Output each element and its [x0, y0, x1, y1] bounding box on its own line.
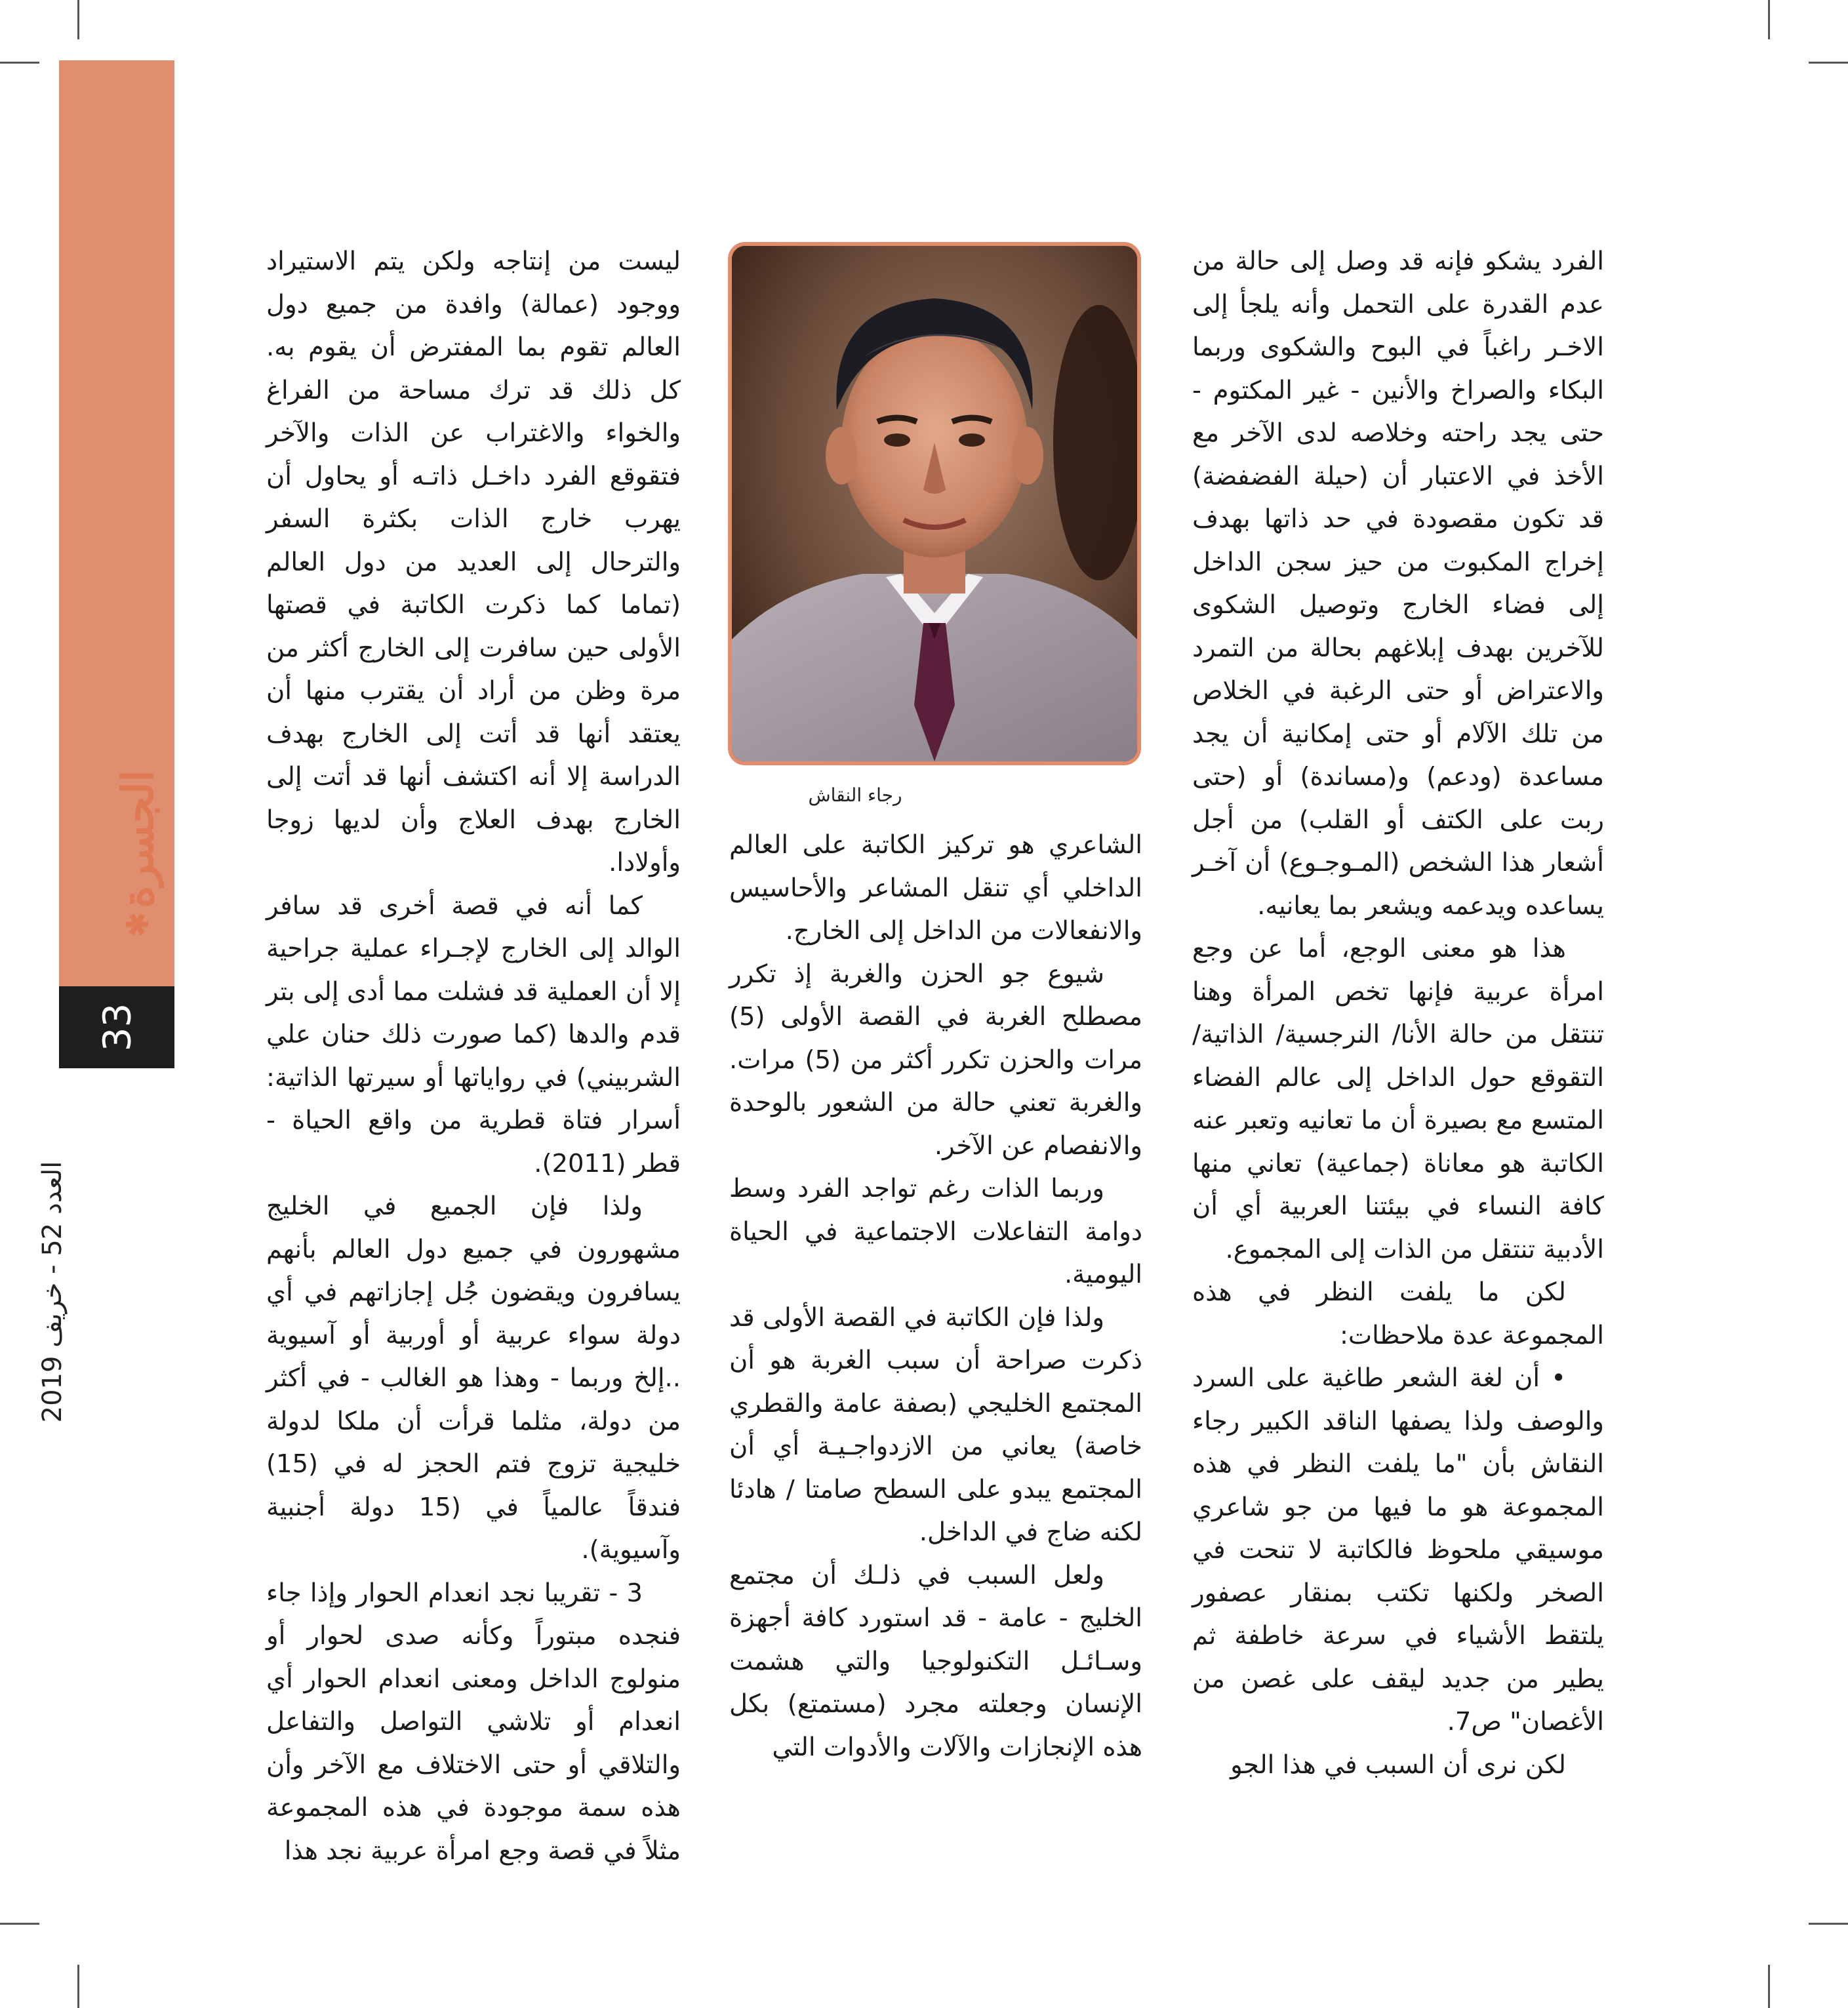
star-icon: ✱: [121, 912, 155, 936]
crop-mark: [0, 1923, 39, 1925]
crop-mark: [77, 1965, 79, 2008]
text-column-middle: [729, 824, 1142, 1769]
paragraph: الشاعري هو تركيز الكاتبة على العالم الداخلي أي تنقل المشاعر والأحاسيس والانفعالات من الداخل إلى الخارج.: [729, 830, 1142, 946]
photo-caption: رجاء النقاش: [808, 784, 902, 806]
paragraph: ليست من إنتاجه ولكن يتم الاستيراد ووجود (عمالة) وافدة من جميع دول العالم تقوم بما المفترض أن يقوم به. كل ذلك قد ترك مساحة من الفراغ والخواء والاغتراب عن الذات والآخر فتقوقع الفرد داخـل ذاتـه أو يحاول أن يهرب خارج الذات بكثرة السفر والترحال إلى العديد من دول العالم (تماما كما ذكرت الكاتبة في قصتها الأولى حين سافرت إلى الخارج أكثر من مرة وظن من أراد أن يقترب منها أن يعتقد أنها قد أتت إلى الخارج بهدف الدراسة إلا أنه اكتشف أنها قد أتت إلى الخارج بهدف العلاج وأن لديها زوجا وأولادا.: [266, 247, 681, 877]
paragraph: لكن نرى أن السبب في هذا الجو: [1230, 1750, 1566, 1780]
author-photo: [728, 242, 1141, 765]
paragraph: الفرد يشكو فإنه قد وصل إلى حالة من عدم القدرة على التحمل وأنه يلجأ إلى الاخـر راغباً في البوح والشكوى وربما البكاء والصراخ والأنين - غير المكتوم - حتى يجد راحته وخلاصه لدى الآخر مع الأخذ في الاعتبار أن (حيلة الفضفضة) قد تكون مقصودة في حد ذاتها بهدف إخراج المكبوت من حيز سجن الداخل إلى فضاء الخارج وتوصيل الشكوى للآخرين بهدف إبلاغهم بحالة من التمرد والاعتراض أو حتى الرغبة في الخلاص من تلك الآلام أو حتى إمكانية أن يجد مساعدة (ودعم) و(مساندة) أو (حتى ربت على الكتف أو القلب) من أجل أشعار هذا الشخص (المـوجـوع) أن آخـر يساعده ويدعمه ويشعر بما يعانيه.: [1192, 247, 1604, 921]
paragraph: 3 - تقريبا نجد انعدام الحوار وإذا جاء فنجده مبتوراً وكأنه صدى لحوار أو منولوج الداخل ومعنى انعدام الحوار أي انعدام أو تلاشي التواصل والتفاعل والتلاقي أو حتى الاختلاف مع الآخر وأن هذه سمة موجودة في هذه المجموعة مثلاً في قصة وجع امرأة عربية نجد هذا: [266, 1578, 681, 1866]
crop-mark: [1768, 0, 1770, 39]
crop-mark: [0, 62, 39, 64]
crop-mark: [1768, 1965, 1770, 2008]
paragraph: شيوع جو الحزن والغربة إذ تكرر مصطلح الغربة في القصة الأولى (5) مرات والحزن تكرر أكثر من (5) مرات. والغربة تعني حالة من الشعور بالوحدة والانفصام عن الآخر.: [729, 959, 1142, 1161]
page-number: 33: [94, 1003, 139, 1052]
text-column-left: [266, 240, 681, 1872]
paragraph: ولذا فإن الجميع في الخليج مشهورون في جميع دول العالم بأنهم يسافرون ويقضون جُل إجازاتهم في أي دولة سواء عربية أو أوربية أو آسيوية ..إلخ وربما - وهذا هو الغالب - في أكثر من دولة، مثلما قرأت أن ملكا لدولة خليجية تزوج فتم الحجز له في (15) فندقاً عالمياً في (15 دولة أجنبية وآسيوية).: [266, 1192, 681, 1565]
magazine-logo-text: الجسرة: [112, 770, 163, 909]
magazine-logo: [95, 770, 180, 936]
paragraph: ولذا فإن الكاتبة في القصة الأولى قد ذكرت صراحة أن سبب الغربة هو أن المجتمع الخليجي (بصفة عامة والقطري خاصة) يعاني من الازدواجـيـة أي أن المجتمع يبدو على السطح صامتا / هادئا لكنه ضاج في الداخل.: [729, 1302, 1142, 1547]
paragraph: ولعل السبب في ذلـك أن مجتمع الخليج - عامة - قد استورد كافة أجهزة وسـائـل التكنولوجيا والتي هشمت الإنسان وجعلته مجرد (مستمتع) بكل هذه الإنجازات والآلات والأدوات التي: [729, 1560, 1142, 1762]
paragraph: هذا هو معنى الوجع، أما عن وجع امرأة عربية فإنها تخص المرأة وهنا تنتقل من حالة الأنا/ النرجسية/ الذاتية/ التقوقع حول الداخل إلى عالم الفضاء المتسع مع بصيرة أن ما تعانيه وتعبر عنه الكاتبة هو معاناة (جماعية) تعاني منها كافة النساء في بيئتنا العربية أي أن الأدبية تنتقل من الذات إلى المجموع.: [1192, 934, 1604, 1264]
portrait-illustration: [732, 246, 1137, 761]
crop-mark: [77, 0, 79, 39]
paragraph: وربما الذات رغم تواجد الفرد وسط دوامة التفاعلات الاجتماعية في الحياة اليومية.: [729, 1174, 1142, 1289]
crop-mark: [1809, 62, 1848, 64]
page-number-box: [59, 986, 174, 1068]
paragraph: كما أنه في قصة أخرى قد سافر الوالد إلى الخارج لإجـراء عملية جراحية إلا أن العملية قد فشلت مما أدى إلى بتر قدم والدها (كما صورت ذلك حنان علي الشربيني) في رواياتها أو سيرتها الذاتية: أسرار فتاة قطرية من واقع الحياة - قطر (2011).: [266, 891, 681, 1178]
text-column-right: [1192, 240, 1604, 1786]
paragraph: لكن ما يلفت النظر في هذه المجموعة عدة ملاحظات:: [1192, 1277, 1604, 1350]
crop-mark: [1809, 1923, 1848, 1925]
paragraph: • أن لغة الشعر طاغية على السرد والوصف ولذا يصفها الناقد الكبير رجاء النقاش بأن "ما يلفت النظر في هذه المجموعة هو ما فيها من جو شاعري موسيقي ملحوظ فالكاتبة لا تنحت في الصخر ولكنها تكتب بمنقار عصفور يلتقط الأشياء في سرعة خاطفة ثم يطير من جديد ليقف على غصن من الأغصان" ص7.: [1192, 1363, 1604, 1737]
issue-line: العدد 52 - خريف 2019: [37, 1161, 68, 1423]
